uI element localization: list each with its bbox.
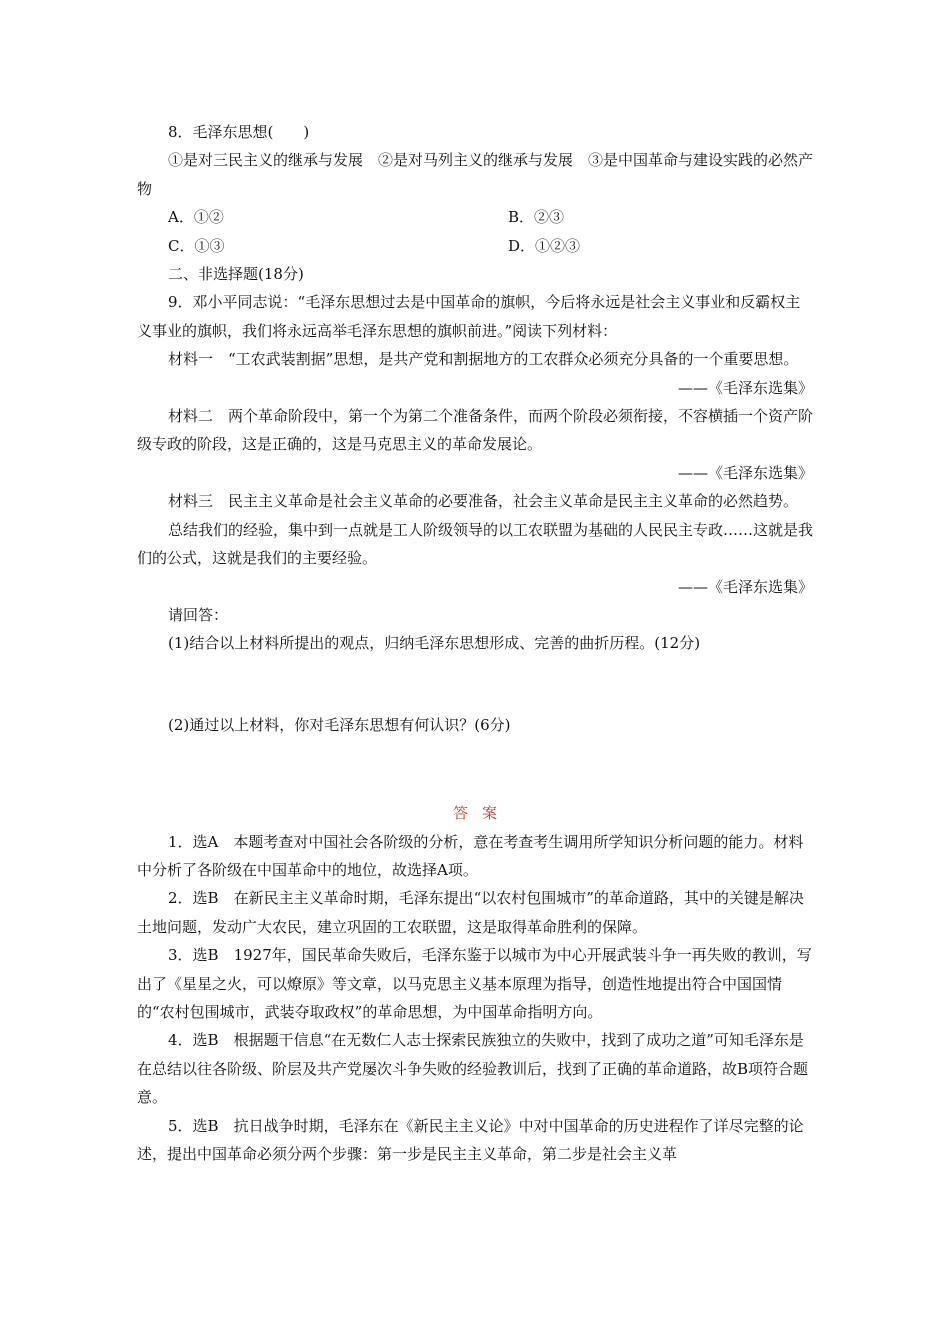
answers-title: 答案 [452, 804, 511, 823]
answer-item: 3．选B 1927年，国民革命失败后，毛泽东鉴于以城市为中心开展武装斗争一再失败的教训，写出了《星星之火，可以燎原》等文章，以马克思主义基本原理为指导，创造性地提出符合中国国情的“农村包围城市，武装夺取政权”的革命思想，为中国革命指明方向。 [137, 946, 812, 1021]
question-8-stem: 8．毛泽东思想( ) [168, 123, 310, 141]
answer-item: 2．选B 在新民主主义革命时期，毛泽东提出“以农村包围城市”的革命道路，其中的关键是解决土地问题，发动广大农民，建立巩固的工农联盟，这是取得革命胜利的保障。 [137, 889, 804, 936]
option-a: A．①② [168, 208, 224, 227]
section-heading: 二、非选择题(18分) [168, 265, 304, 284]
answer-space-2 [137, 739, 813, 799]
sub-question-2: (2)通过以上材料，你对毛泽东思想有何认识？(6分) [168, 715, 511, 734]
question-9-intro: 9．邓小平同志说：“毛泽东思想过去是中国革命的旗帜，今后将永远是社会主义事业和反霸权主义事业的旗帜，我们将永远高举毛泽东思想的旗帜前进。”阅读下列材料： [137, 293, 801, 340]
material-3-source: ——《毛泽东选集》 [677, 577, 813, 596]
answer-item: 1．选A 本题考查对中国社会各阶级的分析，意在考查考生调用所学知识分析问题的能力。材料中分析了各阶级在中国革命中的地位，故选择A项。 [137, 832, 804, 879]
option-c: C．①③ [168, 236, 225, 255]
answer-item: 4．选B 根据题干信息“在无数仁人志士探索民族独立的失败中，找到了成功之道”可知毛泽东是在总结以往各阶级、阶层及共产党屡次斗争失败的经验教训后，找到了正确的革命道路，故B项符合题意。 [137, 1031, 809, 1107]
option-d: D．①②③ [508, 236, 581, 255]
material-3b: 总结我们的经验，集中到一点就是工人阶级领导的以工农联盟为基础的人民民主专政……这就是我们的公式，这就是我们的主要经验。 [137, 520, 814, 568]
answer-item: 5．选B 抗日战争时期，毛泽东在《新民主主义论》中对中国革命的历史进程作了详尽完整的论述，提出中国革命必须分两个步骤：第一步是民主主义革命，第二步是社会主义革 [137, 1116, 804, 1163]
material-3a: 材料三 民主主义革命是社会主义革命的必要准备，社会主义革命是民主主义革命的必然趋势。 [168, 492, 799, 511]
material-1: 材料一 “工农武装割据”思想，是共产党和割据地方的工农群众必须充分具备的一个重要思想。 [168, 350, 799, 369]
answer-prompt: 请回答： [168, 605, 229, 624]
sub-question-1: (1)结合以上材料所提出的观点，归纳毛泽东思想形成、完善的曲折历程。(12分) [168, 634, 701, 653]
option-b: B．②③ [508, 208, 565, 227]
question-8-statements: ①是对三民主义的继承与发展 ②是对马列主义的继承与发展 ③是中国革命与建设实践的必然产物 [137, 151, 814, 198]
question-8-options-row-1 [137, 203, 813, 231]
question-8-options-row-2 [137, 232, 813, 260]
material-2: 材料二 两个革命阶段中，第一个为第二个准备条件，而两个阶段必须衔接，不容横插一个资产阶级专政的阶段，这是正确的，这是马克思主义的革命发展论。 [137, 407, 814, 454]
material-1-source: ——《毛泽东选集》 [677, 378, 813, 397]
document-page [137, 118, 813, 1168]
answer-space-1 [137, 658, 813, 711]
material-2-source: ——《毛泽东选集》 [677, 463, 813, 482]
